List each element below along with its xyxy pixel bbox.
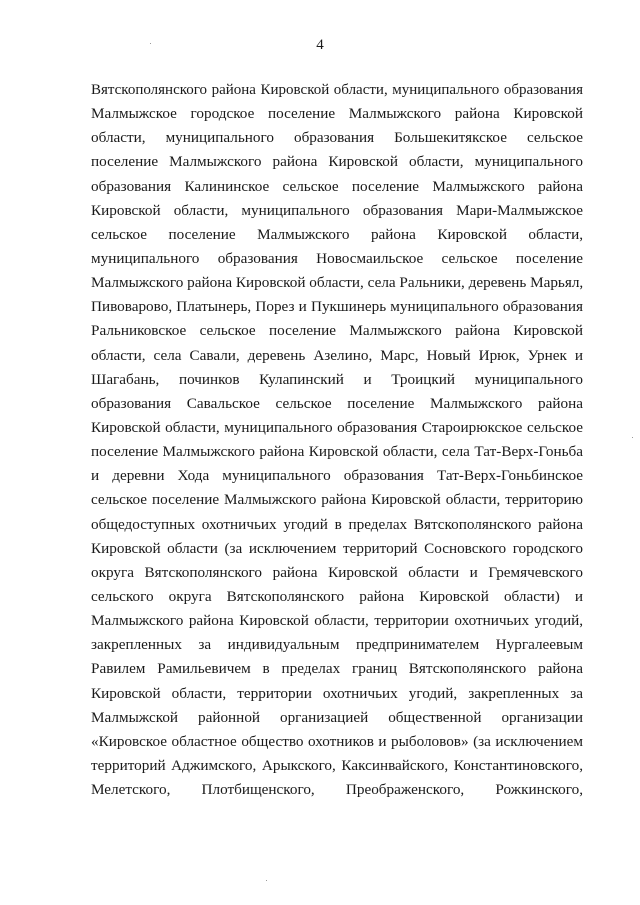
text-line: Малмыжского района Кировской области, территории охотничьих угодий, [91, 612, 583, 630]
text-line: Вятскополянского района Кировской области, муниципального образования [91, 82, 583, 98]
text-line: округа Вятскополянского района Кировской области и Гремячевского [91, 563, 583, 581]
text-line: сельского округа Вятскополянского района Кировской области) и [91, 587, 583, 605]
text-line: образования Калининское сельское поселение Малмыжского района [91, 177, 583, 195]
text-line: Равилем Рамильевичем в пределах границ Вятскополянского района [91, 660, 583, 678]
scan-speck [632, 437, 633, 438]
text-line: Шагабань, починков Кулапинский и Троицкий муниципального [91, 370, 583, 388]
scan-speck [150, 43, 151, 44]
text-line: Пивоварово, Платынерь, Порез и Пукшинерь муниципального образования [91, 298, 583, 316]
text-line: территорий Аджимского, Арыкского, Каксинвайского, Константиновского, [91, 756, 583, 774]
text-line: «Кировское областное общество охотников и рыболовов» (за исключением [91, 732, 583, 750]
text-line: Ральниковское сельское поселение Малмыжского района Кировской [91, 322, 583, 340]
text-line: и деревни Хода муниципального образования Тат-Верх-Гоньбинское [91, 467, 583, 485]
text-line: муниципального образования Новосмаильское сельское поселение [91, 249, 583, 267]
text-line: Мелетского, Плотбищенского, Преображенского, Рожкинского, [91, 781, 583, 799]
text-line: Малмыжского района Кировской области, села Ральники, деревень Марьял, [91, 274, 583, 292]
text-line: образования Савальское сельское поселение Малмыжского района [91, 394, 583, 412]
text-line: Кировской области, территории охотничьих угодий, закрепленных за [91, 684, 583, 702]
scan-speck [266, 880, 267, 881]
text-line: Малмыжское городское поселение Малмыжского района Кировской [91, 105, 583, 123]
text-line: области, муниципального образования Большекитякское сельское [91, 129, 583, 147]
body-text [91, 78, 583, 802]
text-line: сельское поселение Малмыжского района Кировской области, [91, 225, 583, 243]
text-line: Кировской области, муниципального образования Мари-Малмыжское [91, 201, 583, 219]
text-line: поселение Малмыжского района Кировской области, муниципального [91, 153, 583, 171]
text-line: Кировской области, муниципального образования Староирюкское сельское [91, 418, 583, 436]
text-line: Малмыжской районной организацией общественной организации [91, 708, 583, 726]
text-line: области, села Савали, деревень Азелино, Марс, Новый Ирюк, Урнек и [91, 346, 583, 364]
text-line: закрепленных за индивидуальным предпринимателем Нургалеевым [91, 636, 583, 654]
text-line: поселение Малмыжского района Кировской области, села Тат-Верх-Гоньба [91, 443, 583, 461]
page-number: 4 [316, 37, 324, 53]
text-line: сельское поселение Малмыжского района Кировской области, территорию [91, 491, 583, 509]
text-line: общедоступных охотничьих угодий в пределах Вятскополянского района [91, 515, 583, 533]
text-line: Кировской области (за исключением территорий Сосновского городского [91, 539, 583, 557]
